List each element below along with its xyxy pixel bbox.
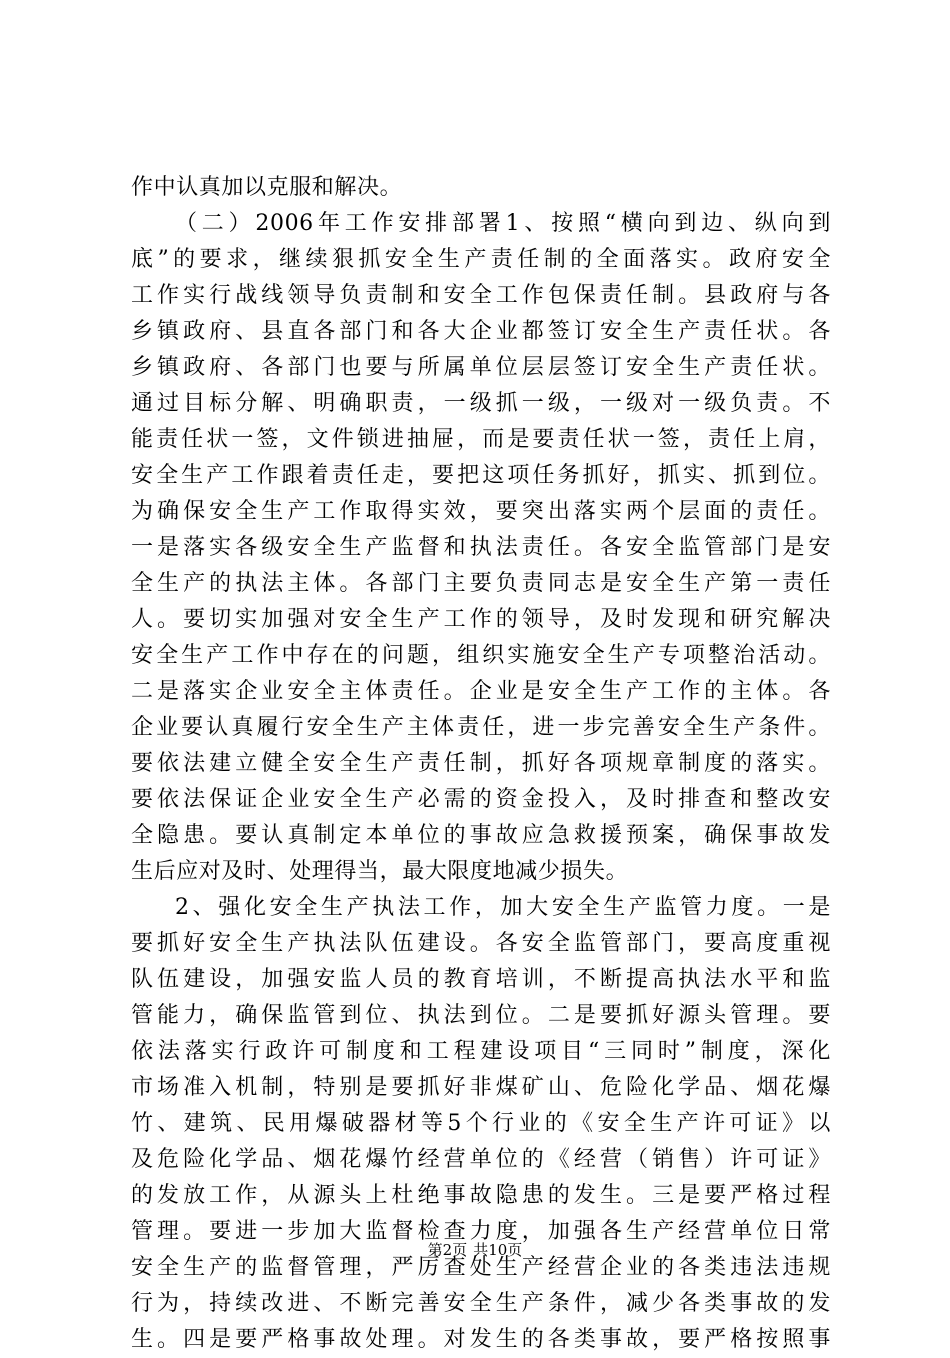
text-line: 要抓好安全生产执法队伍建设。各安全监管部门，要高度重视 <box>131 931 831 956</box>
text-line: 管理。要进一步加大监督检查力度，加强各生产经营单位日常 <box>131 1219 831 1244</box>
document-body <box>131 170 831 1358</box>
page-number: 第2页 <box>427 1241 468 1259</box>
text-line: （二）2006年工作安排部署1、按照“横向到边、纵向到 <box>175 211 831 236</box>
text-line: 安全生产工作跟着责任走，要把这项任务抓好，抓实、抓到位。 <box>131 463 831 488</box>
text-line: 能责任状一签，文件锁进抽屉，而是要责任状一签，责任上肩， <box>131 427 831 452</box>
text-line: 行为，持续改进、不断完善安全生产条件，减少各类事故的发 <box>131 1291 831 1316</box>
text-line: 安全生产工作中存在的问题，组织实施安全生产专项整治活动。 <box>131 643 831 668</box>
text-line: 通过目标分解、明确职责，一级抓一级，一级对一级负责。不 <box>131 391 831 416</box>
text-line: 全生产的执法主体。各部门主要负责同志是安全生产第一责任 <box>131 571 831 596</box>
text-line: 要依法保证企业安全生产必需的资金投入，及时排查和整改安 <box>131 787 831 812</box>
text-line: 的发放工作，从源头上杜绝事故隐患的发生。三是要严格过程 <box>131 1183 831 1208</box>
text-line: 为确保安全生产工作取得实效，要突出落实两个层面的责任。 <box>131 499 831 524</box>
text-line: 2、强化安全生产执法工作，加大安全生产监管力度。一是 <box>175 895 831 920</box>
page-total: 共10页 <box>473 1241 523 1259</box>
text-line: 队伍建设，加强安监人员的教育培训，不断提高执法水平和监 <box>131 967 831 992</box>
text-line: 依法落实行政许可制度和工程建设项目“三同时”制度，深化 <box>131 1039 831 1064</box>
text-line: 人。要切实加强对安全生产工作的领导，及时发现和研究解决 <box>131 607 831 632</box>
text-line: 乡镇政府、各部门也要与所属单位层层签订安全生产责任状。 <box>131 355 831 380</box>
text-line: 要依法建立健全安全生产责任制，抓好各项规章制度的落实。 <box>131 751 831 776</box>
text-line: 全隐患。要认真制定本单位的事故应急救援预案，确保事故发 <box>131 823 831 848</box>
text-line: 一是落实各级安全生产监督和执法责任。各安全监管部门是安 <box>131 535 831 560</box>
text-line: 作中认真加以克服和解决。 <box>131 175 403 200</box>
text-line: 管能力，确保监管到位、执法到位。二是要抓好源头管理。要 <box>131 1003 831 1028</box>
text-line: 工作实行战线领导负责制和安全工作包保责任制。县政府与各 <box>131 283 831 308</box>
text-line: 生。四是要严格事故处理。对发生的各类事故，要严格按照事 <box>131 1327 831 1352</box>
text-line: 竹、建筑、民用爆破器材等5个行业的《安全生产许可证》以 <box>131 1111 831 1136</box>
text-line: 底”的要求，继续狠抓安全生产责任制的全面落实。政府安全 <box>131 247 831 272</box>
text-line: 企业要认真履行安全生产主体责任，进一步完善安全生产条件。 <box>131 715 831 740</box>
text-line: 市场准入机制，特别是要抓好非煤矿山、危险化学品、烟花爆 <box>131 1075 831 1100</box>
text-line: 及危险化学品、烟花爆竹经营单位的《经营（销售）许可证》 <box>131 1147 831 1172</box>
text-line: 二是落实企业安全主体责任。企业是安全生产工作的主体。各 <box>131 679 831 704</box>
text-line: 安全生产的监督管理，严厉查处生产经营企业的各类违法违规 <box>131 1255 831 1280</box>
text-line: 生后应对及时、处理得当，最大限度地减少损失。 <box>131 859 629 884</box>
text-line: 乡镇政府、县直各部门和各大企业都签订安全生产责任状。各 <box>131 319 831 344</box>
page-footer <box>0 1240 950 1260</box>
